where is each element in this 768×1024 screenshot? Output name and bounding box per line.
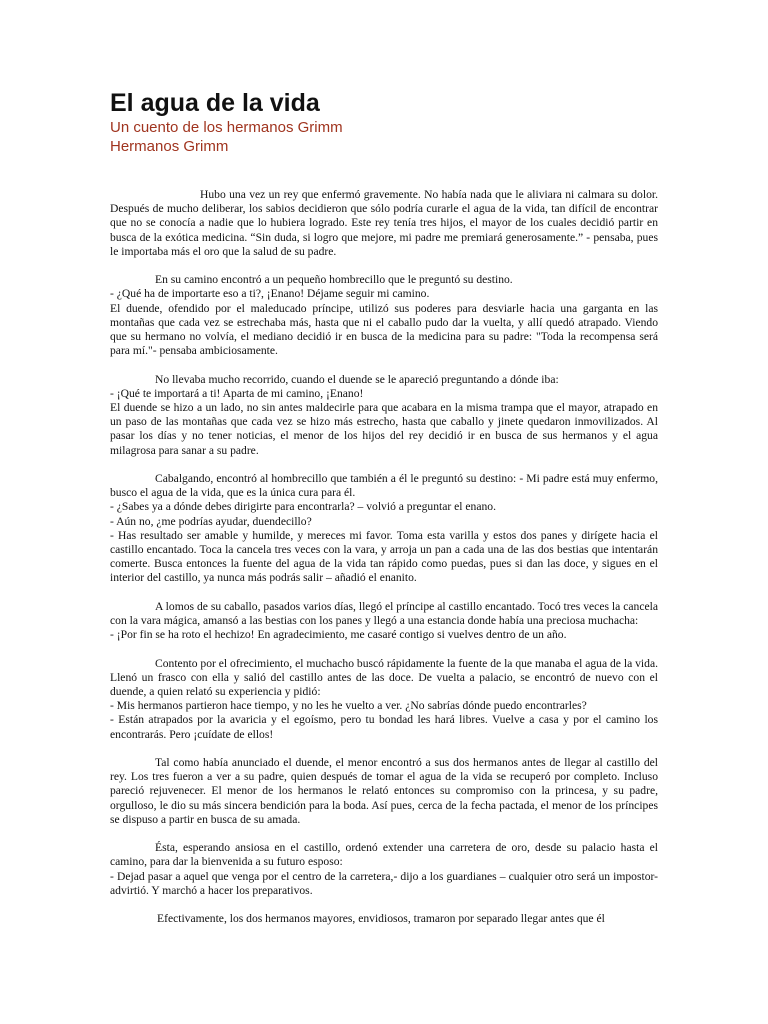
text-line: - Aún no, ¿me podrías ayudar, duendecillo? bbox=[110, 514, 312, 528]
text-line: Tal como había anunciado el duende, el menor encontró a sus dos hermanos antes de llegar al castillo del rey. Los tres fueron a ver a su padre, quien después de tomar el agua de la vida se recuperó por completo. Incluso pareció rejuvenecer. El menor de los hermanos le relató entonces su compromiso con la princesa, y su padre, orgulloso, le dio su más sincera bendición para la boda. Así pues, cerca de la fecha pactada, el menor de los príncipes se dispuso a partir en busca de su amada. bbox=[110, 756, 658, 826]
paragraph-9 bbox=[110, 912, 658, 926]
text-line: En su camino encontró a un pequeño hombrecillo que le preguntó su destino. bbox=[155, 273, 513, 287]
text-line: - Están atrapados por la avaricia y el egoísmo, pero tu bondad les hará libres. Vuelve a casa y por el camino los encontrarás. Pero ¡cuídate de ellos! bbox=[110, 713, 658, 741]
paragraph-4 bbox=[110, 472, 658, 586]
paragraph-1 bbox=[110, 188, 658, 259]
paragraph-3 bbox=[110, 373, 658, 458]
text-line: El duende, ofendido por el maleducado príncipe, utilizó sus poderes para desviarle hacia una garganta en las montañas que cada vez se estrechaba más, hasta que ni el caballo pudo dar la vuelta, y allí quedó atrapado. Viendo que su hermano no volvía, el mediano decidió ir en busca de la medicina para su padre: "Toda la recompensa será para mí."- pensaba ambiciosamente. bbox=[110, 301, 658, 358]
text-line: Hubo una vez un rey que enfermó gravemente. No había nada que le aliviara ni calmara su dolor. Después de mucho deliberar, los sabios decidieron que sólo podría curarle el agua de la vida, tan difícil de encontrar que no se conocía a nadie que lo hubiera logrado. Este rey tenía tres hijos, el mayor de los cuales decidió partir en busca de la exótica medicina. “Sin duda, si logro que mejore, mi padre me premiará generosamente.” - pensaba, pues le importaba más el oro que la salud de su padre. bbox=[110, 188, 658, 258]
text-line: Cabalgando, encontró al hombrecillo que también a él le preguntó su destino: - Mi padre está muy enfermo, busco el agua de la vida, que es la única cura para él. bbox=[110, 472, 658, 500]
text-line: Efectivamente, los dos hermanos mayores, envidiosos, tramaron por separado llegar antes que él bbox=[157, 912, 605, 926]
text-line: - ¿Sabes ya a dónde debes dirigirte para encontrarla? – volvió a preguntar el enano. bbox=[110, 500, 496, 514]
story-body bbox=[110, 188, 658, 926]
document-author: Hermanos Grimm bbox=[110, 138, 229, 155]
paragraph-6 bbox=[110, 657, 658, 742]
text-line: - ¡Por fin se ha roto el hechizo! En agradecimiento, me casaré contigo si vuelves dentro de un año. bbox=[110, 628, 567, 642]
text-line: - Dejad pasar a aquel que venga por el centro de la carretera,- dijo a los guardianes – cualquier otro será un impostor- advirtió. Y marchó a hacer los preparativos. bbox=[110, 869, 658, 897]
text-line: No llevaba mucho recorrido, cuando el duende se le apareció preguntando a dónde iba: bbox=[155, 372, 559, 386]
text-line: - Has resultado ser amable y humilde, y mereces mi favor. Toma esta varilla y estos dos panes y dirígete hacia el castillo encantado. Toca la cancela tres veces con la vara, y arroja un pan a cada una de las dos bestias que intentarán comerte. Busca entonces la fuente del agua de la vida tan rápido como puedas, pues si dan las doce, y sigues en el interior del castillo, ya nunca más podrás salir – añadió el enanito. bbox=[110, 528, 658, 585]
text-line: - Mis hermanos partieron hace tiempo, y no les he vuelto a ver. ¿No sabrías dónde puedo encontrarles? bbox=[110, 699, 587, 713]
document-subtitle: Un cuento de los hermanos Grimm bbox=[110, 119, 343, 136]
text-line: Ésta, esperando ansiosa en el castillo, ordenó extender una carretera de oro, desde su palacio hasta el camino, para dar la bienvenida a su futuro esposo: bbox=[110, 841, 658, 869]
document-title: El agua de la vida bbox=[110, 89, 320, 117]
text-line: Contento por el ofrecimiento, el muchacho buscó rápidamente la fuente de la que manaba el agua de la vida. Llenó un frasco con ella y salió del castillo antes de las doce. De vuelta a palacio, se encontró de nuevo con el duende, a quien relató su experiencia y pidió: bbox=[110, 656, 658, 699]
text-line: El duende se hizo a un lado, no sin antes maldecirle para que acabara en la misma trampa que el mayor, atrapado en un paso de las montañas que cada vez se hizo más estrecho, hasta que caballo y jinete quedaron inmovilizados. Al pasar los días y no tener noticias, el menor de los hijos del rey decidió ir en busca de sus hermanos y el agua milagrosa para sanar a su padre. bbox=[110, 401, 658, 457]
text-line: - ¿Qué ha de importarte eso a ti?, ¡Enano! Déjame seguir mi camino. bbox=[110, 287, 430, 301]
paragraph-5 bbox=[110, 600, 658, 643]
paragraph-8 bbox=[110, 841, 658, 898]
text-line: A lomos de su caballo, pasados varios días, llegó el príncipe al castillo encantado. Tocó tres veces la cancela con la vara mágica, amansó a las bestias con los panes y llegó a una estancia donde había una preciosa muchacha: bbox=[110, 599, 658, 628]
paragraph-7 bbox=[110, 756, 658, 827]
text-line: - ¡Qué te importará a ti! Aparta de mi camino, ¡Enano! bbox=[110, 386, 364, 400]
paragraph-2 bbox=[110, 273, 658, 358]
document-page bbox=[110, 88, 658, 941]
